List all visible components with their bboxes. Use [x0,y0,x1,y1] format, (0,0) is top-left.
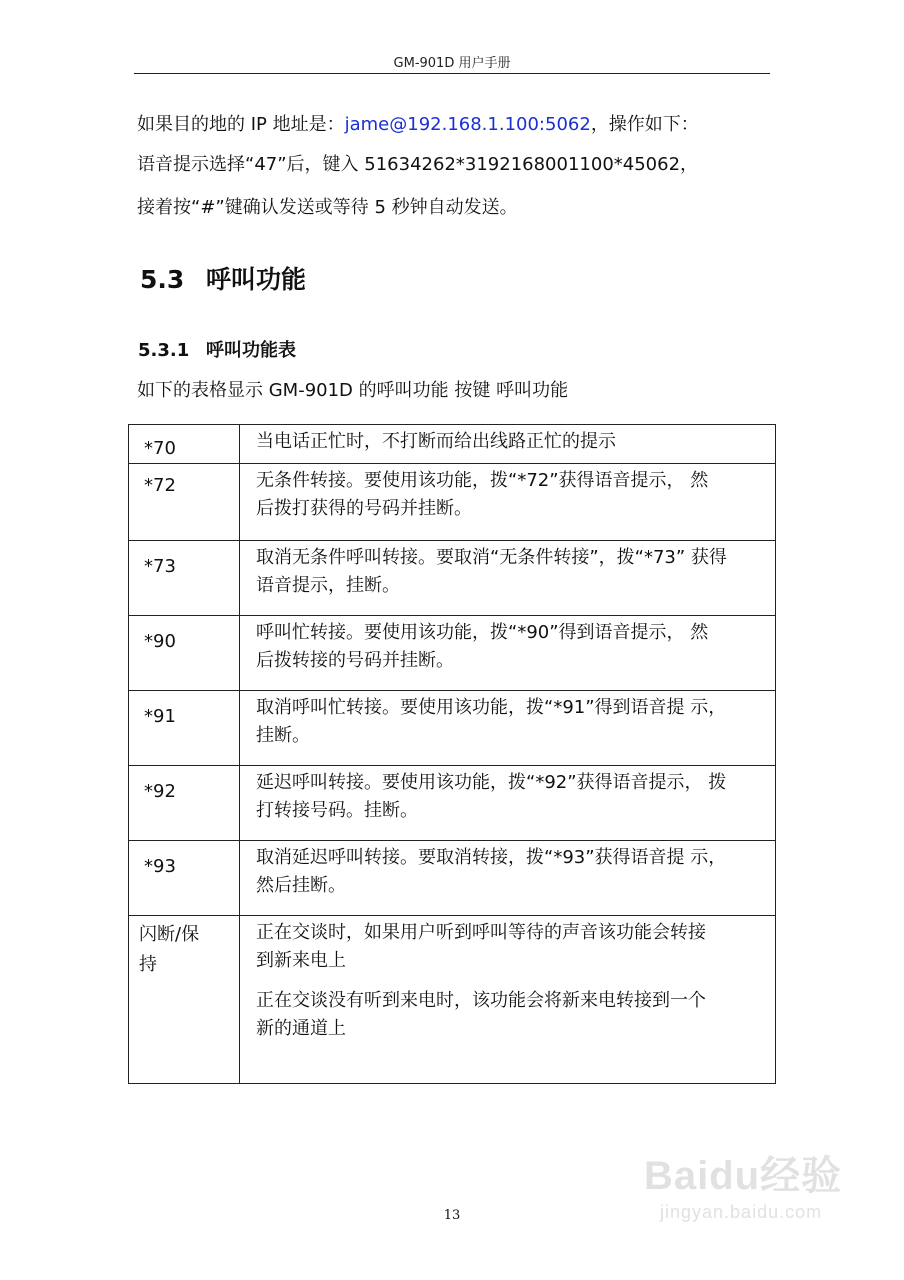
table-intro: 如下的表格显示 GM-901D 的呼叫功能 按键 呼叫功能 [137,380,569,401]
section-heading [140,260,306,296]
function-code: *72 [129,464,240,541]
description-line: 打转接号码。挂断。 [256,800,418,821]
header-rule [134,73,770,74]
intro-line-1-suffix: ，操作如下： [590,114,699,135]
function-code: *93 [129,841,240,916]
function-code-line: 持 [139,954,157,975]
description-line: 当电话正忙时，不打断而给出线路正忙的提示 [256,431,616,452]
intro-line-1 [137,113,699,137]
function-code: *92 [129,766,240,841]
description-line: 后拨打获得的号码并挂断。 [256,498,472,519]
description-line: 后拨转接的号码并挂断。 [256,650,454,671]
description-line: 无条件转接。要使用该功能，拨“*72”获得语音提示， 然 [256,470,709,491]
baidu-jingyan-logo: Baidu经验 [644,1154,843,1198]
section-number: 5.3 [140,265,185,294]
table-row [129,691,776,766]
function-code: *73 [129,541,240,616]
description-line: 呼叫忙转接。要使用该功能，拨“*90”得到语音提示， 然 [256,622,709,643]
intro-line-2: 语音提示选择“47”后，键入 51634262*3192168001100*45062， [137,154,699,175]
table-row [129,841,776,916]
subsection-heading [138,336,296,362]
description-line: 挂断。 [256,725,310,746]
function-description [240,766,776,841]
call-function-table [128,424,776,1084]
description-line: 取消延迟呼叫转接。要取消转接，拨“*93”获得语音提 示， [256,847,727,868]
description-line: 取消呼叫忙转接。要使用该功能，拨“*91”得到语音提 示， [256,697,727,718]
intro-line-1-prefix: 如果目的地的 IP 地址是： [137,114,345,135]
description-line: 延迟呼叫转接。要使用该功能，拨“*92”获得语音提示， 拨 [256,772,727,793]
description-line: 正在交谈没有听到来电时，该功能会将新来电转接到一个 [256,990,706,1011]
function-description [240,841,776,916]
table-row [129,616,776,691]
subsection-number: 5.3.1 [138,340,190,361]
function-description [240,425,776,464]
table-row [129,464,776,541]
description-line: 到新来电上 [256,950,346,971]
description-line: 新的通道上 [256,1018,346,1039]
intro-line-3: 接着按“#”键确认发送或等待 5 秒钟自动发送。 [137,197,518,218]
baidu-watermark [640,1142,860,1242]
function-description [240,691,776,766]
function-code: *90 [129,616,240,691]
watermark-url: jingyan.baidu.com [660,1202,823,1222]
page-number: 13 [443,1208,461,1223]
description-line: 取消无条件呼叫转接。要取消“无条件转接”，拨“*73” 获得 [256,547,727,568]
function-code: *70 [129,425,240,464]
description-line: 语音提示，挂断。 [256,575,400,596]
table-row [129,541,776,616]
table-row-flash-hold [129,916,776,1084]
function-code-line: 闪断/保 [139,924,200,945]
function-code-flash-hold [129,916,240,1084]
sip-address-link[interactable]: jame@192.168.1.100:5062 [344,114,591,135]
table-row [129,425,776,464]
description-line: 然后挂断。 [256,875,346,896]
section-title: 呼叫功能 [206,265,307,294]
function-description [240,541,776,616]
subsection-title: 呼叫功能表 [206,340,296,361]
function-description [240,464,776,541]
description-line: 正在交谈时，如果用户听到呼叫等待的声音该功能会转接 [256,922,706,943]
function-code: *91 [129,691,240,766]
function-description [240,916,776,1084]
table-row [129,766,776,841]
running-header-title: GM-901D 用户手册 [393,56,511,71]
function-description [240,616,776,691]
